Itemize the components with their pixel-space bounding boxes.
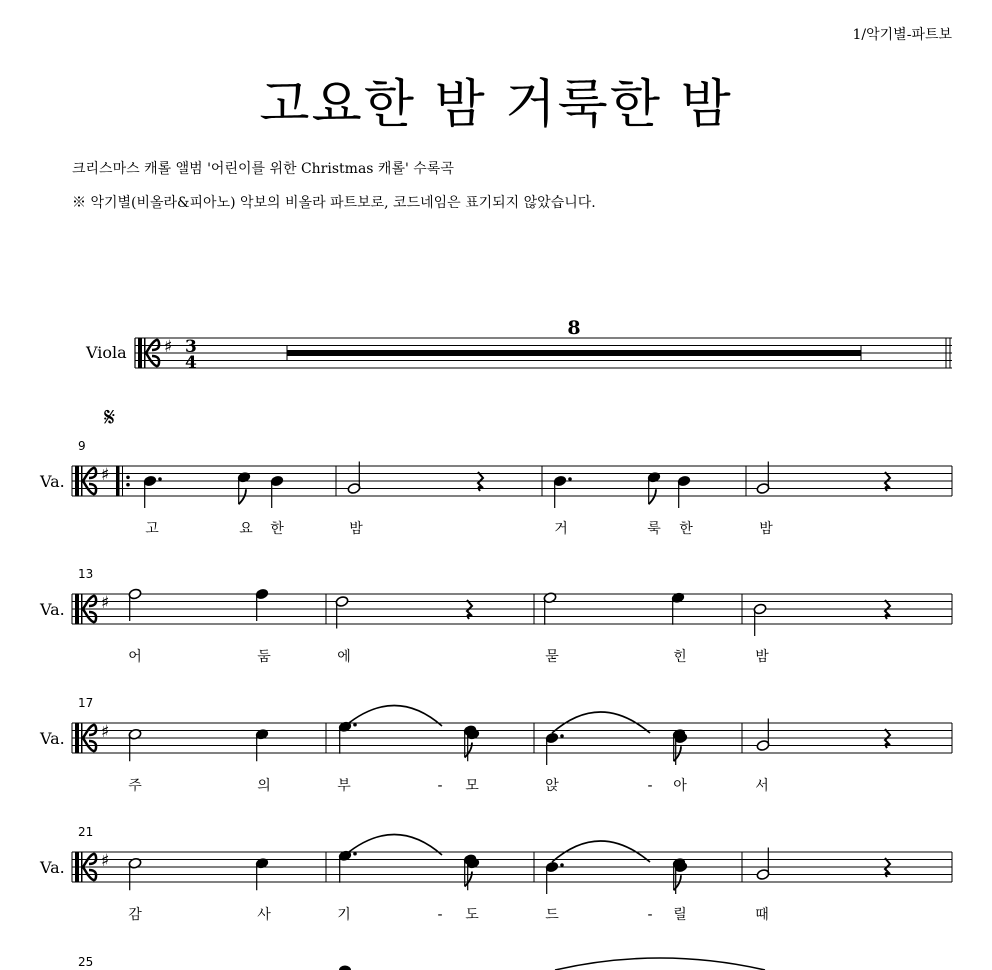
slur <box>555 958 765 970</box>
lyric-syllable: 둠 <box>257 649 271 665</box>
lyric-syllable: 밤 <box>755 649 769 665</box>
augmentation-dot <box>353 723 357 727</box>
sharp-icon: ♯ <box>164 337 173 357</box>
note-flag <box>649 489 656 504</box>
lyric-syllable: 아 <box>673 778 687 794</box>
note-head <box>339 966 351 970</box>
repeat-dot <box>126 483 130 487</box>
sharp-icon: ♯ <box>101 722 110 742</box>
segno-icon: 𝄋 <box>104 403 116 433</box>
instrument-name: Viola <box>86 343 127 362</box>
system-measures-21-24 <box>39 825 952 923</box>
lyric-syllable: 의 <box>257 778 271 794</box>
lyric-syllable: - <box>647 907 653 923</box>
lyric-syllable: 릴 <box>673 907 687 923</box>
lyric-syllable: 에 <box>337 649 351 665</box>
system-viola-intro <box>85 317 952 373</box>
subtitle-album: 크리스마스 캐롤 앨범 '어린이를 위한 Christmas 캐롤' 수록곡 <box>72 161 454 177</box>
note-flag <box>674 746 681 761</box>
multirest-count: 8 <box>567 317 581 339</box>
augmentation-dot <box>158 477 162 481</box>
svg-text:4: 4 <box>185 353 197 373</box>
augmentation-dot <box>560 863 564 867</box>
lyric-syllable: 주 <box>128 778 142 794</box>
lyric-syllable: 거 <box>554 521 568 537</box>
lyric-syllable: 요 <box>239 521 253 537</box>
svg-text:3: 3 <box>185 337 197 357</box>
system-measures-17-20 <box>39 696 952 794</box>
sharp-icon: ♯ <box>101 465 110 485</box>
multi-measure-rest <box>287 345 861 361</box>
instrument-name: Va. <box>40 729 65 748</box>
measure-number: 13 <box>78 567 94 581</box>
lyric-syllable: 밤 <box>759 521 773 537</box>
augmentation-dot <box>560 734 564 738</box>
lyric-syllable: 힌 <box>673 649 687 665</box>
lyric-syllable: 때 <box>755 907 769 923</box>
lyric-syllable: 고 <box>145 521 159 537</box>
lyric-syllable: 도 <box>465 907 479 923</box>
system-measures-9-12 <box>39 439 952 537</box>
system-measures-13-16 <box>39 567 952 665</box>
lyric-syllable: - <box>437 778 443 794</box>
lyric-syllable: 밤 <box>349 521 363 537</box>
lyric-syllable: 기 <box>337 907 351 923</box>
time-signature <box>185 337 197 373</box>
measure-number: 9 <box>78 439 86 453</box>
sharp-icon: ♯ <box>101 593 110 613</box>
lyric-syllable: 한 <box>270 521 284 537</box>
lyric-syllable: 앉 <box>545 778 559 794</box>
note-flag <box>465 743 472 758</box>
lyric-syllable: - <box>647 778 653 794</box>
sharp-icon: ♯ <box>101 851 110 871</box>
note-flag <box>465 872 472 887</box>
note-flag <box>674 875 681 890</box>
page-label: 1/악기별-파트보 <box>852 27 952 43</box>
lyric-syllable: 묻 <box>545 649 559 665</box>
repeat-dot <box>126 476 130 480</box>
lyric-syllable: 부 <box>337 778 351 794</box>
instrument-name: Va. <box>40 472 65 491</box>
measure-number: 25 <box>78 955 94 969</box>
lyric-syllable: 드 <box>545 907 559 923</box>
lyric-syllable: 어 <box>128 649 142 665</box>
score-title: 고요한 밤 거룩한 밤 <box>259 75 733 135</box>
lyric-syllable: 서 <box>755 778 769 794</box>
lyric-syllable: 룩 <box>647 521 661 537</box>
lyric-syllable: 모 <box>465 778 479 794</box>
lyric-syllable: 감 <box>128 907 142 923</box>
lyric-syllable: - <box>437 907 443 923</box>
lyric-syllable: 한 <box>679 521 693 537</box>
measure-number: 21 <box>78 825 94 839</box>
lyric-syllable: 사 <box>257 907 271 923</box>
augmentation-dot <box>568 477 572 481</box>
instrument-name: Va. <box>40 600 65 619</box>
note-flag <box>239 489 246 504</box>
measure-number: 17 <box>78 696 94 710</box>
augmentation-dot <box>353 852 357 856</box>
instrument-name: Va. <box>40 858 65 877</box>
subtitle-note: ※ 악기별(비올라&피아노) 악보의 비올라 파트보로, 코드네임은 표기되지 않았습니다. <box>72 195 596 211</box>
repeat-barline <box>116 466 120 496</box>
